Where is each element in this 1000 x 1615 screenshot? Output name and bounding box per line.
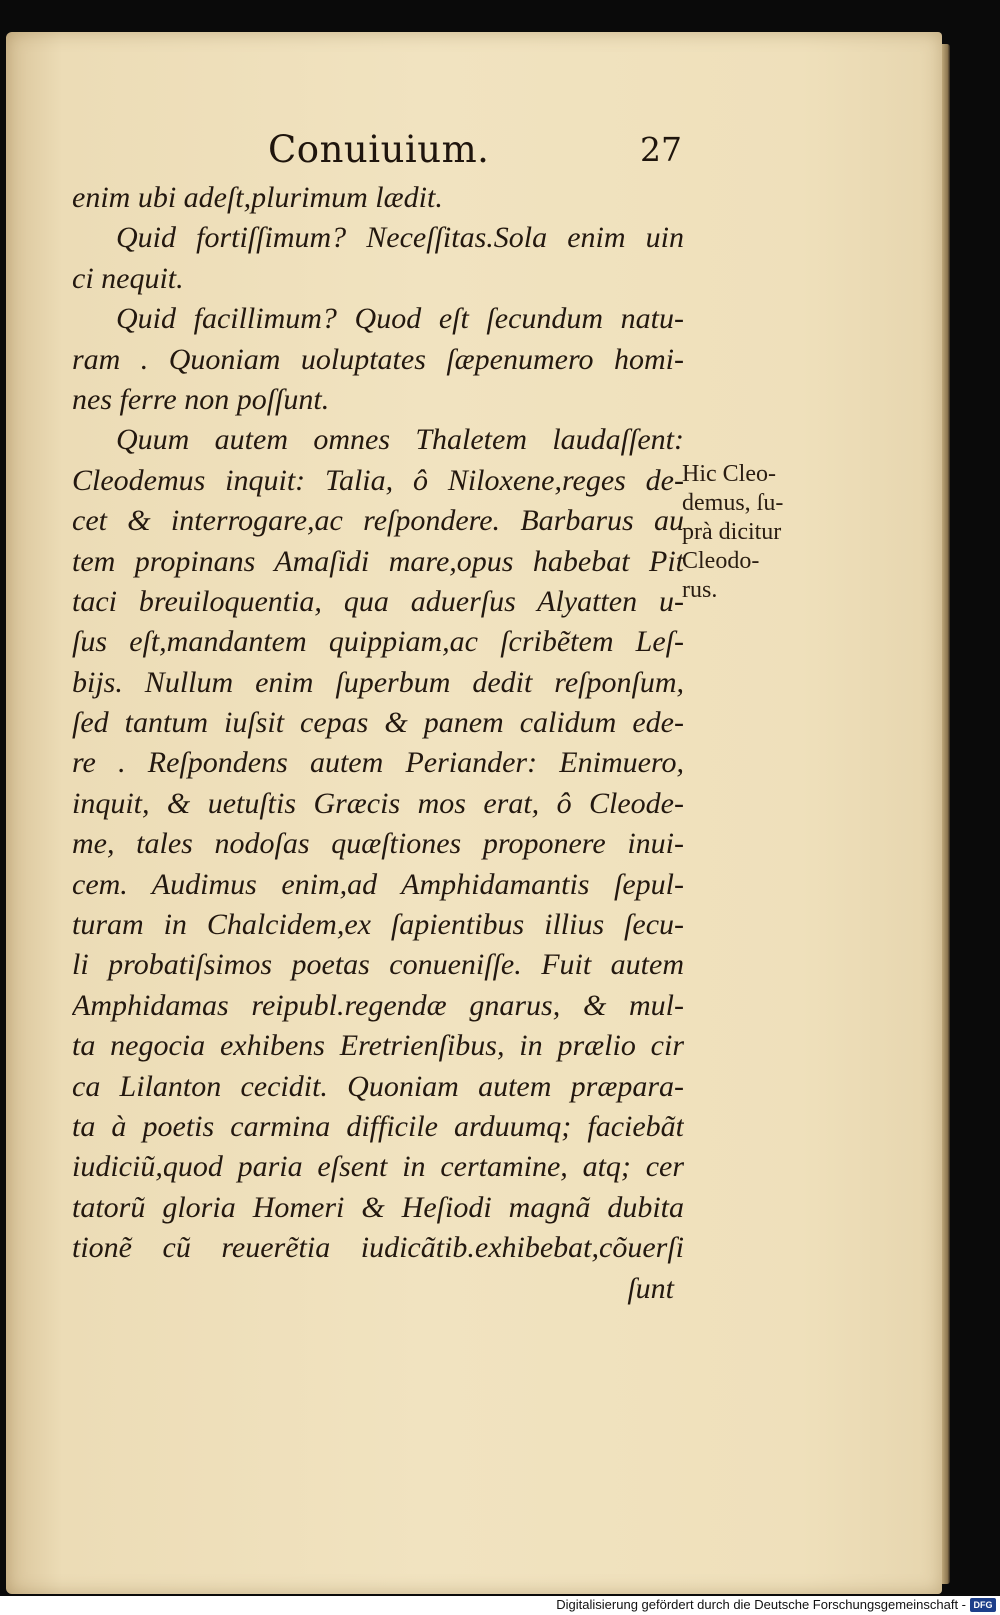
running-head xyxy=(268,128,688,182)
text-line: cem. Audimus enim,ad Amphidamantis ſepul- xyxy=(72,867,684,901)
text-line: iudiciũ,quod paria eſsent in certamine, atq; cer xyxy=(72,1150,684,1184)
text-line: cet & interrogare,ac reſpondere. Barbarus au xyxy=(72,504,684,538)
text-line: ci nequit. xyxy=(72,261,184,295)
text-line: ſed tantum iuſsit cepas & panem calidum ede- xyxy=(72,706,684,740)
text-line: Cleodemus inquit: Talia, ô Niloxene,reges de- xyxy=(72,463,684,497)
marginal-note xyxy=(682,460,832,605)
text-line: nes ferre non poſſunt. xyxy=(72,382,330,416)
marginal-note-line: Hic Cleo- xyxy=(682,461,776,487)
text-line: ram . Quoniam uoluptates ſæpenumero homi- xyxy=(72,342,684,376)
text-line: Quum autem omnes Thaletem laudaſſent: xyxy=(116,423,684,457)
text-line: tem propinans Amaſidi mare,opus habebat Pit xyxy=(72,544,684,578)
catchword: ſunt xyxy=(627,1271,674,1305)
text-line: tionẽ cũ reuerẽtia iudicãtib.exhibebat,cõuerſi xyxy=(72,1231,684,1265)
text-line: re . Reſpondens autem Periander: Enimuero, xyxy=(72,746,684,780)
text-line: ta à poetis carmina difficile arduumq; faciebãt xyxy=(72,1109,684,1143)
text-line: tatorũ gloria Homeri & Heſiodi magnã dubita xyxy=(72,1190,684,1224)
body-text xyxy=(72,178,684,1348)
marginal-note-line: prà dicitur xyxy=(682,519,782,545)
text-line: turam in Chalcidem,ex ſapientibus illius ſecu- xyxy=(72,908,684,942)
text-line: bijs. Nullum enim ſuperbum dedit reſponſum, xyxy=(72,665,684,699)
footer-credit: Digitalisierung gefördert durch die Deutsche Forschungsgemeinschaft - xyxy=(556,1597,966,1612)
text-line: Amphidamas reipubl.regendæ gnarus, & mul- xyxy=(72,988,684,1022)
text-line: taci breuiloquentia, qua aduerſus Alyatten u- xyxy=(72,584,684,618)
page-number: 27 xyxy=(640,130,682,169)
text-line: ſus eſt,mandantem quippiam,ac ſcribẽtem Leſ- xyxy=(72,625,684,659)
text-line: Quid fortiſſimum? Neceſſitas.Sola enim uin xyxy=(116,221,684,255)
text-line: ta negocia exhibens Eretrienſibus, in prælio cir xyxy=(72,1029,684,1063)
text-line: li probatiſsimos poetas conueniſſe. Fuit autem xyxy=(72,948,684,982)
running-head-title: Conuiuium. xyxy=(268,128,490,171)
text-line: Quid facillimum? Quod eſt ſecundum natu- xyxy=(116,302,684,336)
marginal-note-line: demus, ſu- xyxy=(682,490,784,516)
text-line: ca Lilanton cecidit. Quoniam autem præpara- xyxy=(72,1069,684,1103)
page-edge xyxy=(942,44,950,1584)
text-line: me, tales nodoſas quæſtiones proponere inui- xyxy=(72,827,684,861)
footer-bar xyxy=(0,1596,1000,1615)
text-line: enim ubi adeſt,plurimum lædit. xyxy=(72,181,443,214)
marginal-note-line: rus. xyxy=(682,577,718,603)
marginal-note-line: Cleodo- xyxy=(682,548,760,574)
text-line: inquit, & uetuſtis Græcis mos erat, ô Cleode- xyxy=(72,786,684,820)
dfg-logo-icon: DFG xyxy=(970,1598,996,1612)
